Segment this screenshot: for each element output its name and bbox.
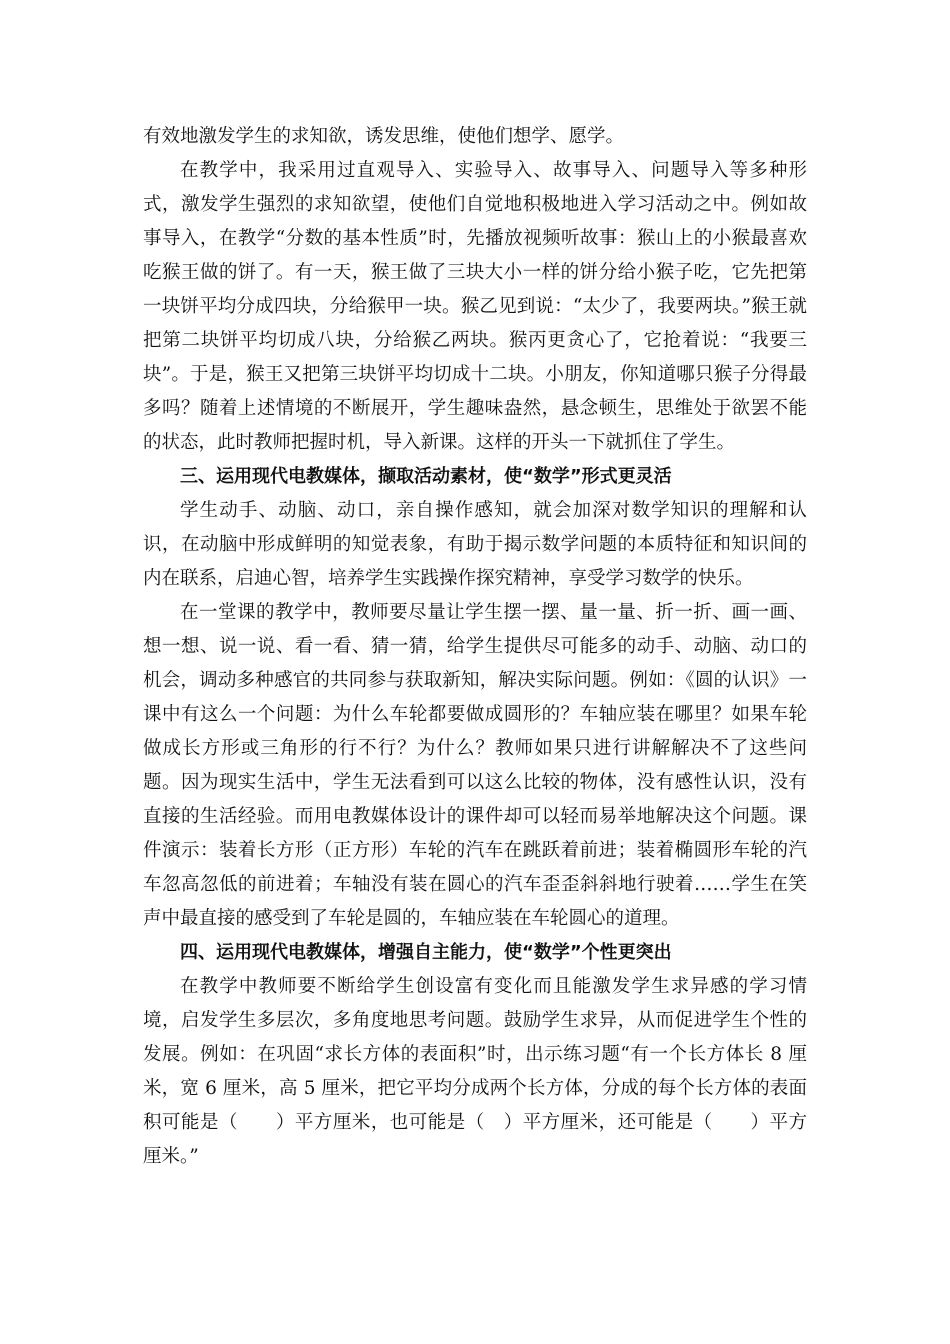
document-body	[143, 120, 807, 1174]
section-heading-three: 三、运用现代电教媒体，撷取活动素材，使“数学”形式更灵活	[180, 466, 672, 487]
paragraph-intro-continuation: 有效地激发学生的求知欲，诱发思维，使他们想学、愿学。	[143, 126, 625, 147]
paragraph-hands-on-learning: 学生动手、动脑、动口，亲自操作感知，就会加深对数学知识的理解和认识，在动脑中形成鲜明的知觉表象，有助于揭示数学问题的本质特征和知识间的内在联系，启迪心智，培养学生实践操作探究精神，享受学习数学的快乐。	[143, 500, 807, 589]
section-heading-four: 四、运用现代电教媒体，增强自主能力，使“数学”个性更突出	[180, 942, 672, 963]
paragraph-story-introduction: 在教学中，我采用过直观导入、实验导入、故事导入、问题导入等多种形式，激发学生强烈的求知欲望，使他们自觉地积极地进入学习活动之中。例如故事导入，在教学“分数的基本性质”时，先播放视频听故事：猴山上的小猴最喜欢吃猴王做的饼了。有一天，猴王做了三块大小一样的饼分给小猴子吃，它先把第一块饼平均分成四块，分给猴甲一块。猴乙见到说：“太少了，我要两块。”猴王就把第二块饼平均切成八块，分给猴乙两块。猴丙更贪心了，它抢着说：“我要三块”。于是，猴王又把第三块饼平均切成十二块。小朋友，你知道哪只猴子分得最多吗？随着上述情境的不断展开，学生趣味盎然，悬念顿生，思维处于欲罢不能的状态，此时教师把握时机，导入新课。这样的开头一下就抓住了学生。	[143, 160, 807, 453]
paragraph-surface-area-exercise: 在教学中教师要不断给学生创设富有变化而且能激发学生求异感的学习情境，启发学生多层次，多角度地思考问题。鼓励学生求异，从而促进学生个性的发展。例如：在巩固“求长方体的表面积”时，出示练习题“有一个长方体长 8 厘米，宽 6 厘米，高 5 厘米，把它平均分成两个长方体，分成的每个长方体的表面积可能是（ ）平方厘米，也可能是（ ）平方厘米，还可能是（ ）平方厘米。”	[143, 976, 807, 1167]
paragraph-circle-example: 在一堂课的教学中，教师要尽量让学生摆一摆、量一量、折一折、画一画、想一想、说一说、看一看、猜一猜，给学生提供尽可能多的动手、动脑、动口的机会，调动多种感官的共同参与获取新知，解决实际问题。例如：《圆的认识》一课中有这么一个问题：为什么车轮都要做成圆形的？车轴应装在哪里？如果车轮做成长方形或三角形的行不行？为什么？教师如果只进行讲解解决不了这些问题。因为现实生活中，学生无法看到可以这么比较的物体，没有感性认识，没有直接的生活经验。而用电教媒体设计的课件却可以轻而易举地解决这个问题。课件演示：装着长方形（正方形）车轮的汽车在跳跃着前进；装着椭圆形车轮的汽车忽高忽低的前进着；车轴没有装在圆心的汽车歪歪斜斜地行驶着……学生在笑声中最直接的感受到了车轮是圆的，车轴应装在车轮圆心的道理。	[143, 602, 807, 929]
